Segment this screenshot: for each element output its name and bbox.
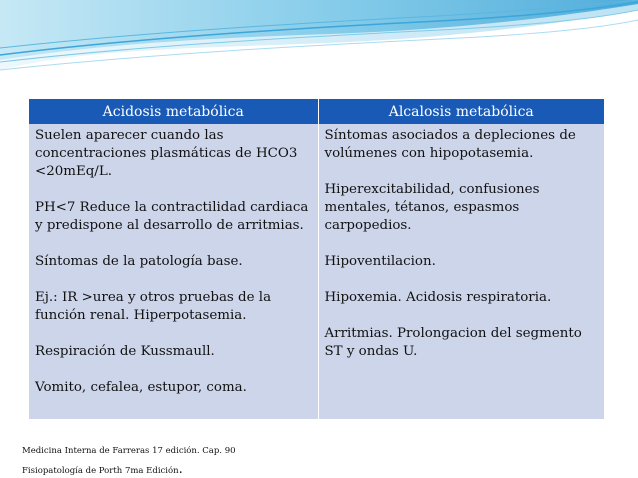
comparison-table [29,99,604,419]
reference-farreras: Medicina Interna de Farreras 17 edición. Cap. 90 [22,446,236,456]
alcalosis-item: Hiperexcitabilidad, confusiones mentales, tétanos, espasmos carpopedios. [324,182,540,233]
acidosis-item: Síntomas de la patología base. [35,254,243,269]
table-row [29,124,604,419]
alcalosis-cell [318,124,604,419]
acidosis-item: Vomito, cefalea, estupor, coma. [35,380,247,395]
alcalosis-item: Hipoxemia. Acidosis respiratoria. [324,290,552,305]
header-acidosis: Acidosis metabólica [29,99,318,124]
acidosis-item: Suelen aparecer cuando las concentraciones plasmáticas de HCO3 <20mEq/L. [35,128,298,179]
acidosis-cell [29,124,318,419]
table-header-row [29,99,604,124]
header-wave-decoration [0,0,638,80]
acidosis-item: PH<7 Reduce la contractilidad cardiaca y predispone al desarrollo de arritmias. [35,200,309,233]
acidosis-item: Ej.: IR >urea y otros pruebas de la función renal. Hiperpotasemia. [35,290,272,323]
alcalosis-item: Síntomas asociados a depleciones de volúmenes con hipopotasemia. [324,128,576,161]
alcalosis-item: Hipoventilacion. [324,254,436,269]
reference-porth-period: . [178,462,183,477]
acidosis-item: Respiración de Kussmaull. [35,344,215,359]
header-alcalosis: Alcalosis metabólica [318,99,604,124]
reference-porth-text: Fisiopatología de Porth 7ma Edición [22,466,179,476]
reference-porth [22,462,183,477]
alcalosis-item: Arritmias. Prolongacion del segmento ST y ondas U. [324,326,582,359]
